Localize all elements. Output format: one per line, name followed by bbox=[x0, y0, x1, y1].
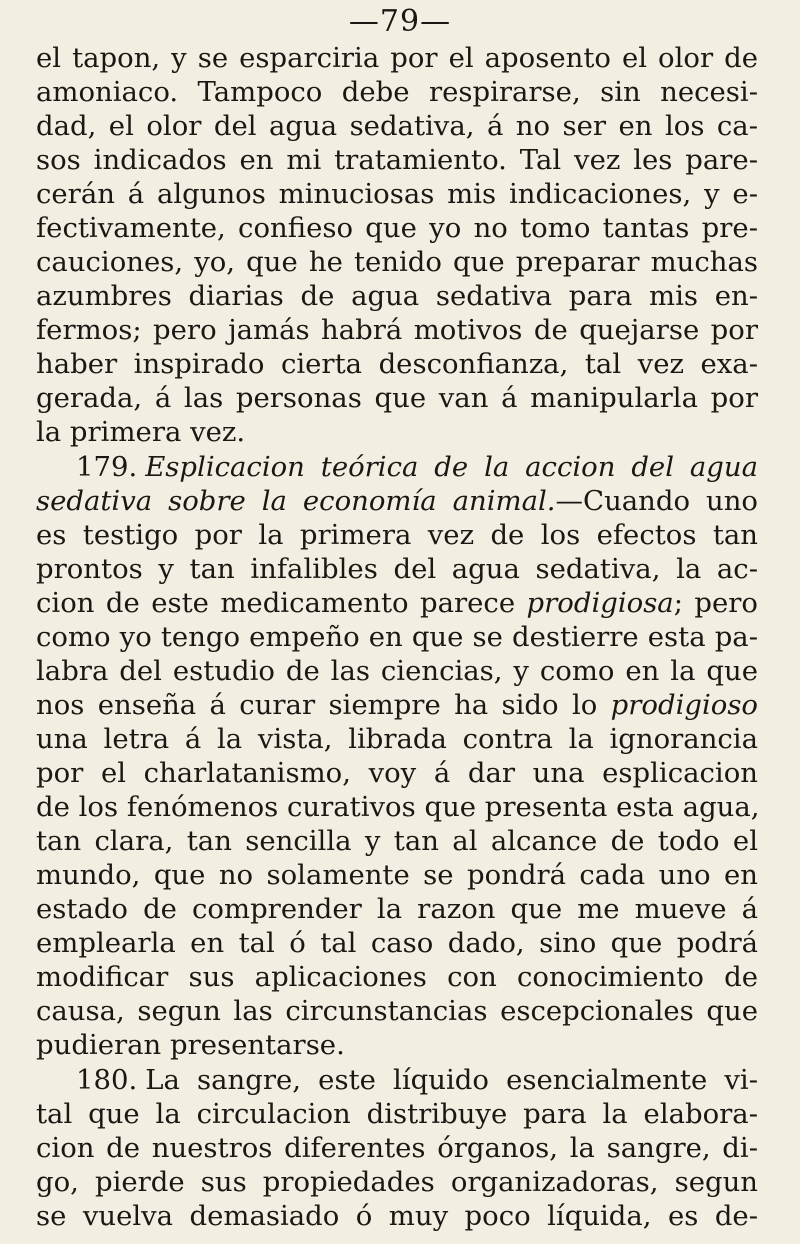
text-line: sos indicados en mi tratamiento. Tal vez les pare- bbox=[36, 144, 758, 176]
text-line: una letra á la vista, librada contra la ignorancia bbox=[36, 723, 758, 755]
text-line: gerada, á las personas que van á manipularla por bbox=[36, 382, 758, 414]
text-line: la primera vez. bbox=[36, 416, 246, 448]
text-line: modificar sus aplicaciones con conocimiento de bbox=[36, 961, 758, 993]
text-line: cerán á algunos minuciosas mis indicaciones, y e- bbox=[36, 178, 758, 210]
emphasis-word: prodigioso bbox=[610, 689, 758, 721]
text-fragment: —Cuando uno bbox=[555, 485, 758, 517]
text-line: emplearla en tal ó tal caso dado, sino que podrá bbox=[36, 927, 758, 959]
text-line: tal que la circulacion distribuye para la elabora- bbox=[36, 1098, 758, 1130]
text-line: azumbres diarias de agua sedativa para mis en- bbox=[36, 280, 758, 312]
section-number: 179. bbox=[76, 451, 138, 483]
section-title: Esplicacion teórica de la accion del agua bbox=[145, 451, 758, 483]
text-line: de los fenómenos curativos que presenta esta agua, bbox=[36, 791, 760, 823]
section-title-continued: sedativa sobre la economía animal. bbox=[36, 485, 556, 517]
text-line: mundo, que no solamente se pondrá cada uno en bbox=[36, 859, 758, 891]
emphasis-word: prodigiosa bbox=[526, 587, 674, 619]
text-line: estado de comprender la razon que me mueve á bbox=[36, 893, 758, 925]
text-line: prontos y tan infalibles del agua sedativa, la ac- bbox=[36, 553, 758, 585]
section-number: 180. bbox=[76, 1064, 138, 1096]
text-line: amoniaco. Tampoco debe respirarse, sin necesi- bbox=[36, 76, 758, 108]
page-number: —79— bbox=[348, 4, 452, 39]
text-line: cion de nuestros diferentes órganos, la sangre, di- bbox=[36, 1132, 758, 1164]
text-fragment: nos enseña á curar siempre ha sido lo bbox=[36, 689, 598, 721]
text-line: go, pierde sus propiedades organizadoras, segun bbox=[36, 1166, 758, 1198]
text-line: cauciones, yo, que he tenido que preparar muchas bbox=[36, 246, 758, 278]
text-line: causa, segun las circunstancias escepcionales que bbox=[36, 995, 758, 1027]
text-line: fectivamente, confieso que yo no tomo tantas pre- bbox=[36, 212, 758, 244]
text-line: fermos; pero jamás habrá motivos de quejarse por bbox=[36, 314, 758, 346]
text-fragment: La sangre, este líquido esencialmente vi- bbox=[145, 1064, 758, 1096]
text-line: labra del estudio de las ciencias, y como en la que bbox=[36, 655, 758, 687]
text-line: como yo tengo empeño en que se destierre esta pa- bbox=[36, 621, 758, 653]
text-line: es testigo por la primera vez de los efectos tan bbox=[36, 519, 758, 551]
text-fragment: cion de este medicamento parece bbox=[36, 587, 516, 619]
text-line: pudieran presentarse. bbox=[36, 1029, 345, 1061]
text-line: se vuelva demasiado ó muy poco líquida, es de- bbox=[36, 1200, 758, 1232]
text-line: tan clara, tan sencilla y tan al alcance de todo el bbox=[36, 825, 758, 857]
text-line: el tapon, y se esparciria por el aposento el olor de bbox=[36, 42, 758, 74]
text-line: dad, el olor del agua sedativa, á no ser en los ca- bbox=[36, 110, 758, 142]
text-line: por el charlatanismo, voy á dar una esplicacion bbox=[36, 757, 758, 789]
text-fragment: ; pero bbox=[673, 587, 758, 619]
text-line: haber inspirado cierta desconfianza, tal vez exa- bbox=[36, 348, 758, 380]
